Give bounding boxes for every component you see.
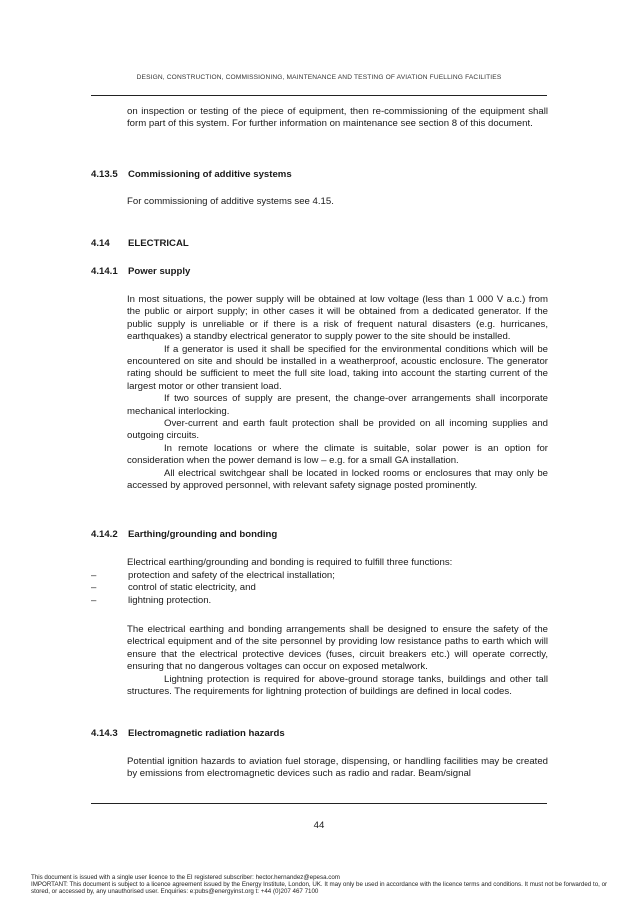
- licence-footer: [31, 874, 621, 896]
- section-title: Power supply: [128, 266, 191, 277]
- heading-4-13-5: [91, 169, 292, 180]
- footer-line: This document is issued with a single user licence to the EI registered subscriber: hector.hernandez@epesa.com: [31, 874, 340, 881]
- heading-4-14-1: [91, 266, 190, 277]
- dash-marker: –: [91, 582, 97, 594]
- running-header: DESIGN, CONSTRUCTION, COMMISSIONING, MAINTENANCE AND TESTING OF AVIATION FUELLING FACILITIES: [136, 74, 502, 81]
- dash-marker: –: [91, 594, 97, 606]
- paragraph: Lightning protection is required for above-ground storage tanks, buildings and other tall structures. The requirements for lightning protection of buildings are defined in local codes.: [127, 673, 548, 698]
- paragraph: In most situations, the power supply will be obtained at low voltage (less than 1 000 V a.c.) from the public or airport supply; in other cases it will be obtained from a dedicated generator. If the public supply is unreliable or if there is a risk of frequent natural disasters (e.g. hurricanes, earthquakes) a standby electrical generator to supply power to the site should be installed.: [127, 294, 548, 343]
- paragraph: Potential ignition hazards to aviation fuel storage, dispensing, or handling facilities may be created by emissions from electromagnetic devices such as radio and radar. Beam/signal: [127, 756, 548, 780]
- list-item: [91, 570, 548, 582]
- paragraph: For commissioning of additive systems see 4.15.: [127, 196, 334, 207]
- bullet-list: [91, 570, 548, 607]
- heading-4-14-2: [91, 529, 277, 540]
- paragraph: In remote locations or where the climate is suitable, solar power is an option for consideration when the power demand is low – e.g. for a small GA installation.: [127, 442, 548, 467]
- list-item-text: lightning protection.: [128, 594, 212, 606]
- page-number: 44: [313, 820, 325, 831]
- dash-marker: –: [91, 570, 97, 581]
- section-number: 4.14.1: [91, 266, 118, 277]
- list-item-text: protection and safety of the electrical installation;: [128, 570, 335, 581]
- header-rule: [91, 95, 547, 96]
- paragraph: Over-current and earth fault protection shall be provided on all incoming supplies and outgoing circuits.: [127, 418, 548, 442]
- power-supply-text: [127, 294, 548, 493]
- section-number: 4.14: [91, 238, 110, 249]
- section-title: ELECTRICAL: [128, 238, 189, 249]
- heading-4-14-3: [91, 728, 285, 739]
- section-title: Electromagnetic radiation hazards: [128, 728, 285, 739]
- intro-paragraph: on inspection or testing of the piece of equipment, then re-commissioning of the equipment shall form part of this system. For further information on maintenance see section 8 of this document.: [127, 106, 548, 130]
- earthing-text: [127, 624, 548, 698]
- list-item-text: control of static electricity, and: [128, 582, 256, 594]
- paragraph: If a generator is used it shall be specified for the environmental conditions which will be encountered on site and should be installed in a weatherproof, acoustic enclosure. The generator rating should be sufficient to meet the full site load, taking into account the starting current of the largest motor or other transient load.: [127, 343, 548, 392]
- section-number: 4.14.2: [91, 529, 118, 540]
- section-number: 4.13.5: [91, 169, 118, 180]
- paragraph: If two sources of supply are present, the change-over arrangements shall incorporate mechanical interlocking.: [127, 393, 548, 417]
- footer-rule: [91, 803, 547, 804]
- section-title: Commissioning of additive systems: [128, 169, 292, 180]
- paragraph: Electrical earthing/grounding and bonding is required to fulfill three functions:: [127, 557, 453, 568]
- section-title: Earthing/grounding and bonding: [128, 529, 278, 540]
- footer-line: IMPORTANT: This document is subject to a licence agreement issued by the Energy Institute, London, UK. It may only be used in accordance with the licence terms and conditions. It must not be forwarded to, or stored, or accessed by, any unauthorised user. Enquiries: e:pubs@energyinst.org t: +44 (0)207 467 7100: [31, 881, 608, 896]
- list-item: [91, 582, 548, 594]
- list-item: [91, 595, 548, 607]
- paragraph: The electrical earthing and bonding arrangements shall be designed to ensure the safety of the electrical equipment and of the site personnel by providing low resistance paths to earth which will ensure that the electrical protective devices (fuses, circuit breakers etc.) will operate correctly, ensuring that no dangerous voltages can occur on exposed metalwork.: [127, 624, 548, 673]
- section-number: 4.14.3: [91, 728, 118, 739]
- heading-4-14: [91, 238, 189, 249]
- paragraph: All electrical switchgear shall be located in locked rooms or enclosures that may only be accessed by approved personnel, with relevant safety signage posted prominently.: [127, 467, 548, 492]
